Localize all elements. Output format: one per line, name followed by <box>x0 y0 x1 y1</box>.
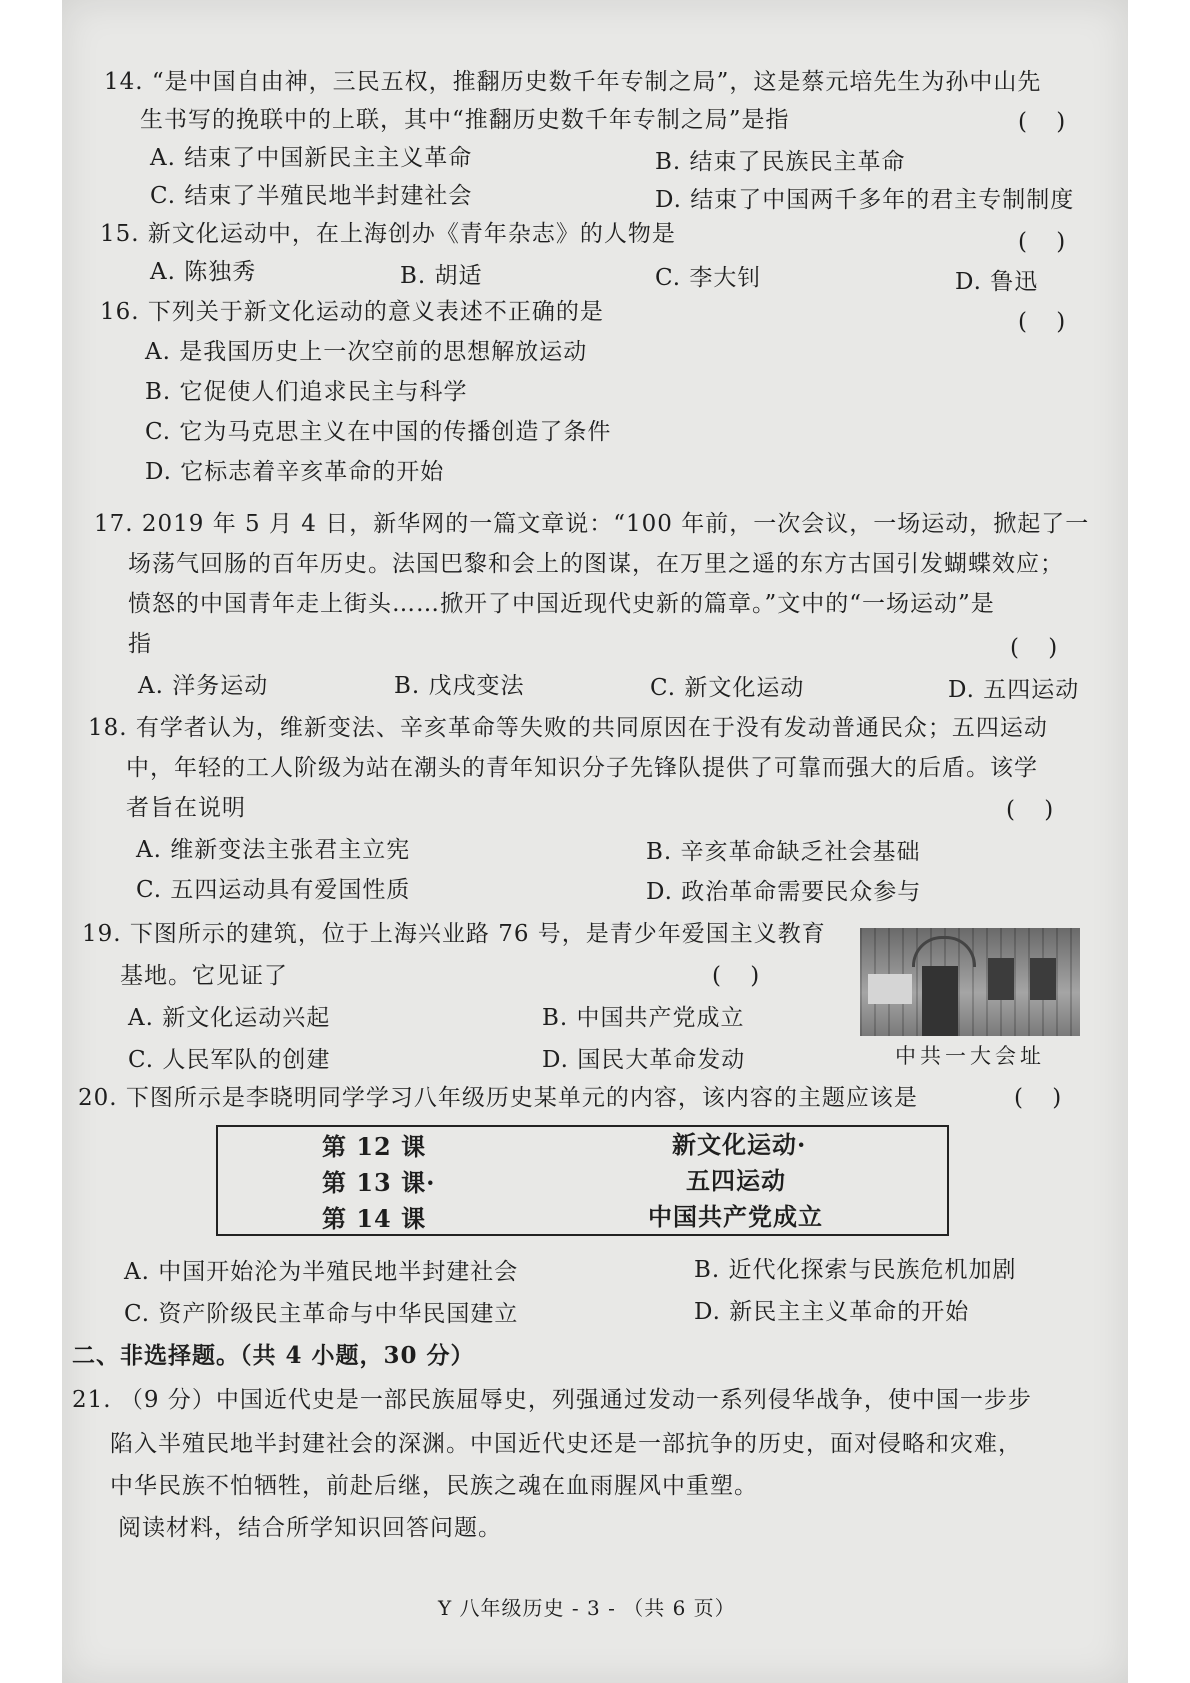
q17-option-b: B. 戊戌变法 <box>394 673 525 699</box>
q17-option-d: D. 五四运动 <box>948 677 1080 703</box>
q21-instruction: 阅读材料，结合所学知识回答问题。 <box>118 1515 502 1541</box>
lesson-number: 第 13 课· <box>322 1168 436 1197</box>
cpc-first-congress-site-photo <box>860 928 1080 1036</box>
q16-option-c: C. 它为马克思主义在中国的传播创造了条件 <box>145 419 612 445</box>
q17-stem-line4: 指 <box>128 631 152 657</box>
q14-option-a: A. 结束了中国新民主主义革命 <box>150 145 473 171</box>
q19-option-d: D. 国民大革命发动 <box>542 1047 746 1073</box>
q14-stem-line2: 生书写的挽联中的上联，其中“推翻历史数千年专制之局”是指 <box>140 107 790 133</box>
page-footer: Y 八年级历史 - 3 - （共 6 页） <box>438 1596 736 1620</box>
q14-answer-paren: ( ) <box>1018 109 1066 135</box>
q19-stem-line1: 19. 下图所示的建筑，位于上海兴业路 76 号，是青少年爱国主义教育 <box>82 921 826 947</box>
q17-answer-paren: ( ) <box>1010 635 1058 661</box>
lesson-number: 第 12 课 <box>322 1132 427 1161</box>
q15-option-d: D. 鲁迅 <box>955 269 1039 295</box>
q20-option-d: D. 新民主主义革命的开始 <box>694 1299 970 1325</box>
q16-stem: 16. 下列关于新文化运动的意义表述不正确的是 <box>100 299 604 325</box>
q17-stem-line3: 愤怒的中国青年走上街头……掀开了中国近现代史新的篇章。”文中的“一场运动”是 <box>128 591 995 617</box>
section-heading: 二、非选择题。（共 4 小题，30 分） <box>72 1342 475 1369</box>
q20-option-b: B. 近代化探索与民族危机加剧 <box>694 1257 1017 1283</box>
q14-stem-line1: 14. “是中国自由神，三民五权，推翻历史数千年专制之局”，这是蔡元培先生为孙中山先 <box>104 69 1042 95</box>
q18-option-a: A. 维新变法主张君主立宪 <box>136 837 411 863</box>
q18-option-d: D. 政治革命需要民众参与 <box>646 879 922 905</box>
lesson-title: 新文化运动· <box>672 1130 807 1159</box>
q20-option-c: C. 资产阶级民主革命与中华民国建立 <box>124 1301 519 1327</box>
q15-stem: 15. 新文化运动中，在上海创办《青年杂志》的人物是 <box>100 221 676 247</box>
q18-option-b: B. 辛亥革命缺乏社会基础 <box>646 839 921 865</box>
q18-option-c: C. 五四运动具有爱国性质 <box>136 877 411 903</box>
q20-option-a: A. 中国开始沦为半殖民地半封建社会 <box>124 1259 519 1285</box>
q21-stem-line3: 中华民族不怕牺牲，前赴后继，民族之魂在血雨腥风中重塑。 <box>110 1473 758 1499</box>
q16-option-d: D. 它标志着辛亥革命的开始 <box>145 459 445 485</box>
q19-answer-paren: ( ) <box>712 963 760 989</box>
q19-option-c: C. 人民军队的创建 <box>128 1047 331 1073</box>
q21-stem-line2: 陷入半殖民地半封建社会的深渊。中国近代史还是一部抗争的历史，面对侵略和灾难， <box>110 1431 1022 1457</box>
q19-option-a: A. 新文化运动兴起 <box>128 1005 331 1031</box>
q19-stem-line2: 基地。它见证了 <box>120 963 288 989</box>
q17-stem-line1: 17. 2019 年 5 月 4 日，新华网的一篇文章说：“100 年前，一次会议，一场运动，掀起了一 <box>94 511 1090 537</box>
q14-option-d: D. 结束了中国两千多年的君主专制制度 <box>655 187 1075 213</box>
q18-stem-line3: 者旨在说明 <box>126 795 246 821</box>
q15-option-c: C. 李大钊 <box>655 265 762 291</box>
lesson-title: 中国共产党成立 <box>648 1202 823 1231</box>
q15-answer-paren: ( ) <box>1018 229 1066 255</box>
q16-option-a: A. 是我国历史上一次空前的思想解放运动 <box>145 339 588 365</box>
q15-option-a: A. 陈独秀 <box>150 259 257 285</box>
q14-option-c: C. 结束了半殖民地半封建社会 <box>150 183 473 209</box>
lesson-number: 第 14 课 <box>322 1204 427 1233</box>
q17-option-a: A. 洋务运动 <box>138 673 269 699</box>
q16-option-b: B. 它促使人们追求民主与科学 <box>145 379 468 405</box>
q17-stem-line2: 场荡气回肠的百年历史。法国巴黎和会上的图谋，在万里之遥的东方古国引发蝴蝶效应； <box>128 551 1064 577</box>
q18-answer-paren: ( ) <box>1006 797 1054 823</box>
q19-option-b: B. 中国共产党成立 <box>542 1005 745 1031</box>
q15-option-b: B. 胡适 <box>400 263 483 289</box>
q20-answer-paren: ( ) <box>1014 1085 1062 1111</box>
photo-caption: 中共一大会址 <box>895 1044 1045 1068</box>
q21-stem-line1: 21. （9 分）中国近代史是一部民族屈辱史，列强通过发动一系列侵华战争，使中国一步步 <box>72 1387 1032 1413</box>
q20-stem: 20. 下图所示是李晓明同学学习八年级历史某单元的内容，该内容的主题应该是 <box>78 1085 918 1111</box>
q17-option-c: C. 新文化运动 <box>650 675 805 701</box>
q18-stem-line1: 18. 有学者认为，维新变法、辛亥革命等失败的共同原因在于没有发动普通民众；五四运动 <box>88 715 1048 741</box>
q18-stem-line2: 中，年轻的工人阶级为站在潮头的青年知识分子先锋队提供了可靠而强大的后盾。该学 <box>126 755 1038 781</box>
lesson-table <box>216 1125 949 1236</box>
lesson-title: 五四运动 <box>686 1166 786 1195</box>
q16-answer-paren: ( ) <box>1018 309 1066 335</box>
q14-option-b: B. 结束了民族民主革命 <box>655 149 906 175</box>
